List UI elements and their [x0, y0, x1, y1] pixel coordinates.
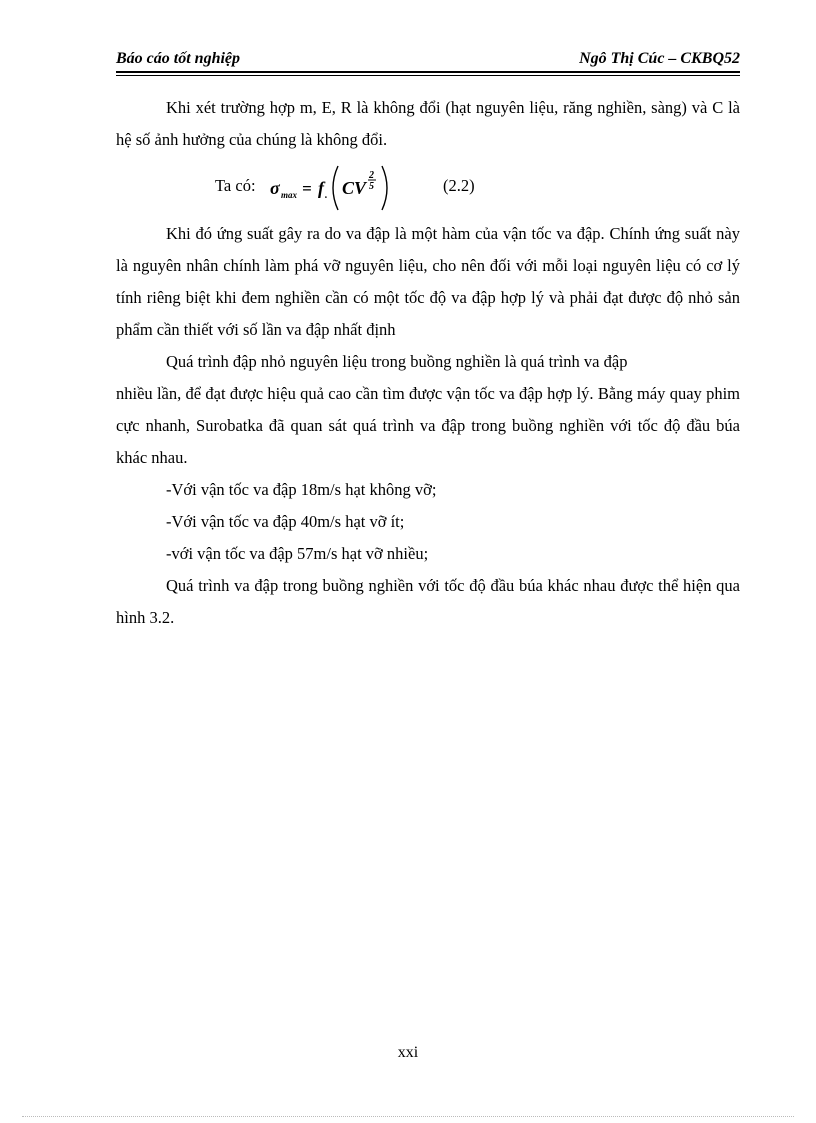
formula-label: Ta có: [215, 176, 256, 195]
list-item-40ms: -Với vận tốc va đập 40m/s hạt vỡ ít; [166, 512, 405, 531]
document-body [116, 92, 740, 634]
svg-text:5: 5 [369, 181, 374, 192]
paragraph-impact-stress: Khi đó ứng suất gây ra do va đập là một hàm của vận tốc va đập. Chính ứng suất này là nguyên nhân chính làm phá vỡ nguyên liệu, cho nên đối với mỗi loại nguyên liệu có cơ lý tính riêng biệt khi đem nghiền cần có một tốc độ va đập hợp lý và phải đạt được độ nhỏ sản phẩm cần thiết với số lần va đập nhất định [116, 224, 740, 339]
footer-dotted-line [22, 1116, 794, 1117]
paragraph-crushing-process: nhiều lần, để đạt được hiệu quả cao cần tìm được vận tốc va đập hợp lý. Bằng máy quay phim cực nhanh, Surobatka đã quan sát quá trình va đập trong buồng nghiền với tốc độ đầu búa khác nhau. [116, 384, 740, 467]
formula-2-2 [116, 156, 740, 218]
header-rule-thick [116, 71, 740, 73]
paragraph-figure-reference: Quá trình va đập trong buồng nghiền với tốc độ đầu búa khác nhau được thể hiện qua hình 3.2. [116, 576, 740, 627]
page-header [116, 50, 740, 70]
svg-text:=: = [302, 179, 312, 198]
formula-equation [270, 160, 410, 214]
header-author: Ngô Thị Cúc – CKBQ52 [579, 50, 740, 67]
list-item-57ms: -với vận tốc va đập 57m/s hạt vỡ nhiều; [166, 544, 429, 563]
header-report-title: Báo cáo tốt nghiệp [116, 50, 241, 67]
svg-text:f: f [318, 178, 324, 198]
header-rule-thin [116, 75, 740, 76]
paragraph-crushing-process-line1: Quá trình đập nhỏ nguyên liệu trong buồng nghiền là quá trình va đập [166, 352, 628, 371]
list-item-18ms: -Với vận tốc va đập 18m/s hạt không vỡ; [166, 480, 437, 499]
svg-text:σ: σ [270, 178, 280, 198]
paragraph-conditions: Khi xét trường hợp m, E, R là không đổi (hạt nguyên liệu, răng nghiền, sàng) và C là hệ số ảnh hưởng của chúng là không đổi. [116, 98, 740, 149]
svg-text:.: . [325, 190, 328, 201]
page-number: xxi [397, 1044, 419, 1061]
svg-text:CV: CV [342, 178, 367, 198]
svg-text:max: max [281, 190, 298, 200]
formula-number: (2.2) [443, 176, 475, 195]
svg-text:2: 2 [369, 170, 374, 181]
